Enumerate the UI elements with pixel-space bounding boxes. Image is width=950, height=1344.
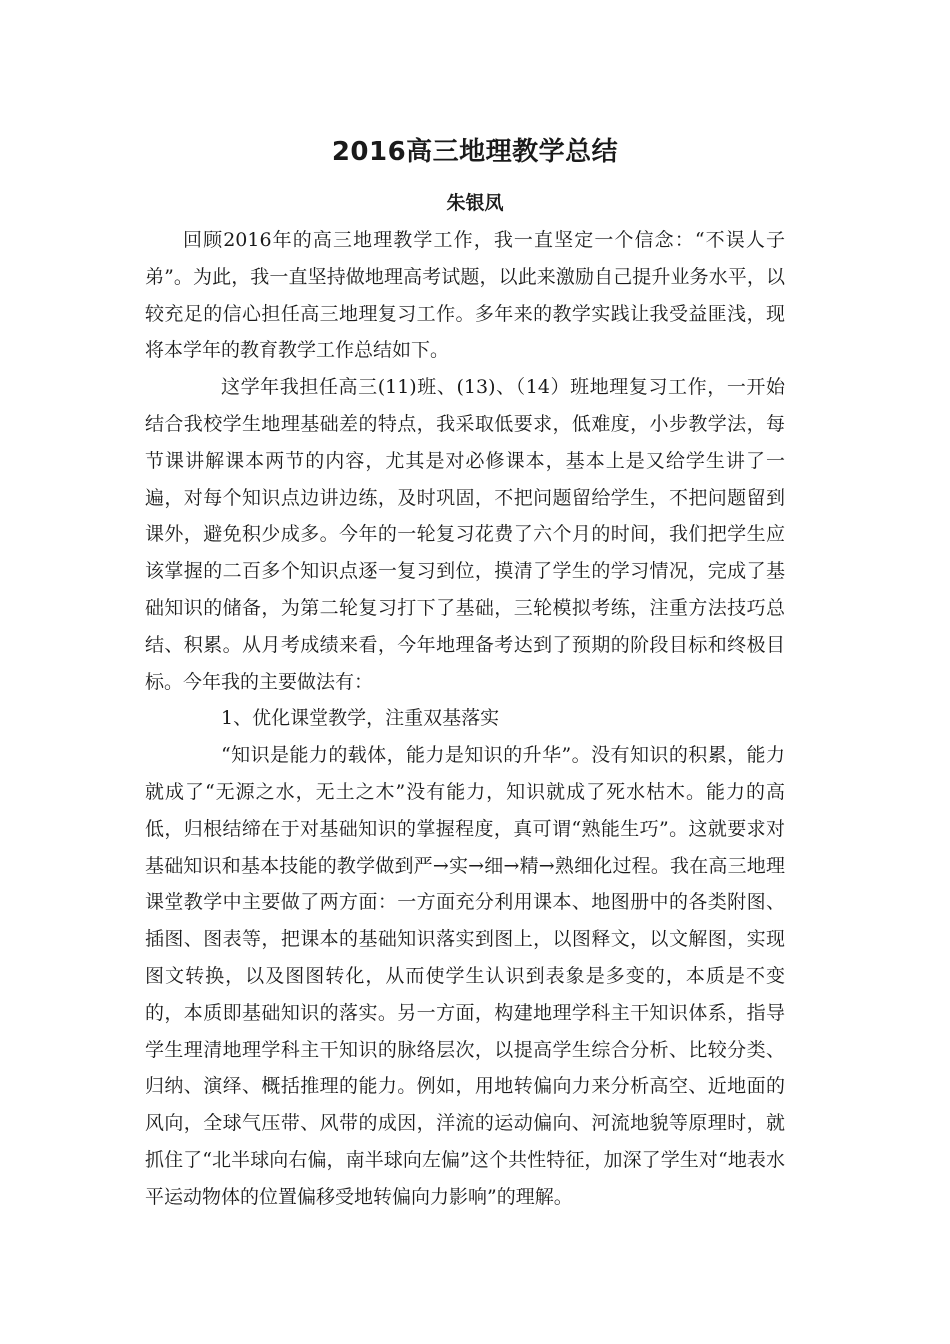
- section-heading-1: 1、优化课堂教学，注重双基落实: [221, 707, 500, 730]
- paragraph-intro: 回顾2016年的高三地理教学工作，我一直坚定一个信念：“不误人子弟”。为此，我一直坚持做地理高考试题，以此来激励自己提升业务水平，以较充足的信心担任高三地理复习工作。多年来的教学实践让我受益匪浅，现将本学年的教育教学工作总结如下。: [145, 229, 785, 362]
- paragraph-review-work: 这学年我担任高三(11)班、(13)、（14）班地理复习工作，一开始结合我校学生地理基础差的特点，我采取低要求，低难度，小步教学法，每节课讲解课本两节的内容，尤其是对必修课本，基本上是又给学生讲了一遍，对每个知识点边讲边练，及时巩固，不把问题留给学生，不把问题留到课外，避免积少成多。今年的一轮复习花费了六个月的时间，我们把学生应该掌握的二百多个知识点逐一复习到位，摸清了学生的学习情况，完成了基础知识的储备，为第二轮复习打下了基础，三轮模拟考练，注重方法技巧总结、积累。从月考成绩来看，今年地理备考达到了预期的阶段目标和终极目标。今年我的主要做法有：: [145, 376, 785, 693]
- document-body: [145, 222, 785, 1216]
- paragraph-knowledge-ability: “知识是能力的载体，能力是知识的升华”。没有知识的积累，能力就成了“无源之水，无土之木”没有能力，知识就成了死水枯木。能力的高低，归根结缔在于对基础知识的掌握程度，真可谓“熟能生巧”。这就要求对基础知识和基本技能的教学做到严→实→细→精→熟细化过程。我在高三地理课堂教学中主要做了两方面：一方面充分利用课本、地图册中的各类附图、插图、图表等，把课本的基础知识落实到图上，以图释文，以文解图，实现图文转换，以及图图转化，从而使学生认识到表象是多变的，本质是不变的，本质即基础知识的落实。另一方面，构建地理学科主干知识体系，指导学生理清地理学科主干知识的脉络层次，以提高学生综合分析、比较分类、归纳、演绎、概括推理的能力。例如，用地转偏向力来分析高空、近地面的风向，全球气压带、风带的成因，洋流的运动偏向、河流地貌等原理时，就抓住了“北半球向右偏，南半球向左偏”这个共性特征，加深了学生对“地表水平运动物体的位置偏移受地转偏向力影响”的理解。: [145, 744, 785, 1208]
- document-title: 2016高三地理教学总结: [331, 137, 619, 167]
- document-author: 朱银凤: [446, 192, 504, 214]
